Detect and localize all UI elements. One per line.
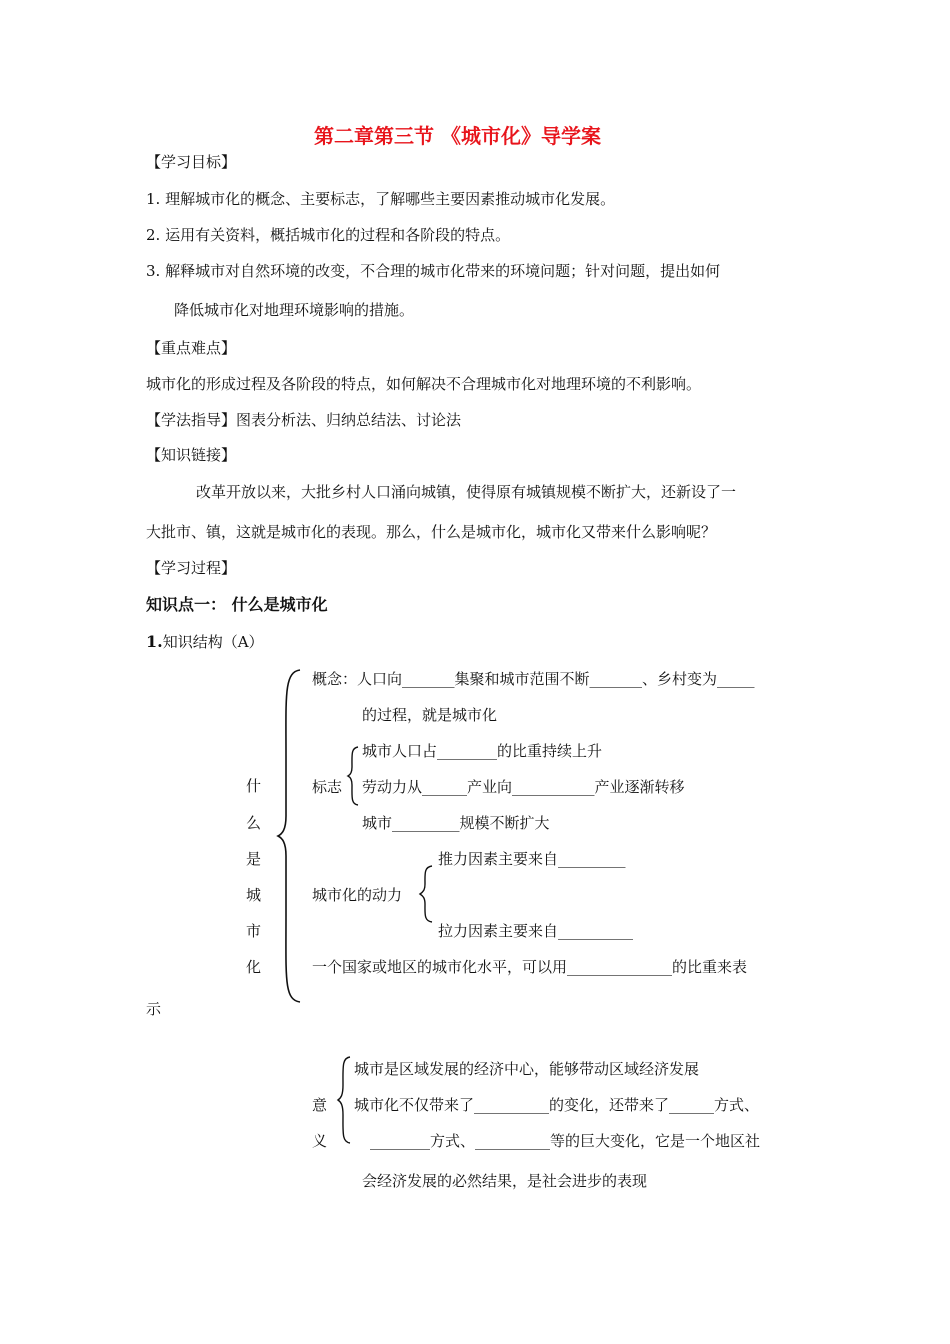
goal-item-2: 2. 运用有关资料，概括城市化的过程和各阶段的特点。 [146, 226, 511, 244]
sign-item-2: 劳动力从______产业向___________产业逐渐转移 [362, 778, 685, 796]
push-factor: 推力因素主要来自_________ [438, 850, 626, 868]
big-brace [276, 666, 306, 1006]
structure-label: 知识结构（A） [162, 633, 264, 651]
meaning-line-2: 城市化不仅带来了__________的变化，还带来了______方式、 [354, 1096, 760, 1114]
method-line: 【学法指导】图表分析法、归纳总结法、讨论法 [146, 411, 462, 429]
structure-number: 1. [146, 632, 163, 651]
meaning-line-4: 会经济发展的必然结果，是社会进步的表现 [362, 1172, 648, 1190]
sign-label: 标志 [312, 778, 343, 796]
page-title: 第二章第三节 《城市化》导学案 [314, 124, 601, 148]
goal-item-1: 1. 理解城市化的概念、主要标志，了解哪些主要因素推动城市化发展。 [146, 190, 616, 208]
link-heading: 【知识链接】 [146, 446, 237, 464]
meaning-char: 义 [312, 1132, 328, 1150]
level-line: 一个国家或地区的城市化水平，可以用______________的比重来表 [312, 958, 748, 976]
link-line-2: 大批市、镇，这就是城市化的表现。那么，什么是城市化，城市化又带来什么影响呢？ [146, 523, 717, 541]
goal-item-3-cont: 降低城市化对地理环境影响的措施。 [174, 301, 415, 319]
level-line-cont: 示 [146, 1000, 162, 1018]
structure-heading [146, 632, 264, 652]
sign-item-3: 城市_________规模不断扩大 [362, 814, 550, 832]
goal-item-3: 3. 解释城市对自然环境的改变，不合理的城市化带来的环境问题；针对问题，提出如何 [146, 262, 721, 280]
side-char: 市 [246, 922, 262, 940]
meaning-line-1: 城市是区域发展的经济中心，能够带动区域经济发展 [354, 1060, 700, 1078]
key-text: 城市化的形成过程及各阶段的特点，如何解决不合理城市化对地理环境的不利影响。 [146, 375, 702, 393]
side-char: 城 [246, 886, 262, 904]
pull-factor: 拉力因素主要来自__________ [438, 922, 634, 940]
concept-line-1: 概念：人口向_______集聚和城市范围不断_______、乡村变为_____ [312, 670, 755, 688]
sign-item-1: 城市人口占________的比重持续上升 [362, 742, 603, 760]
side-char: 什 [246, 777, 262, 795]
goals-heading: 【学习目标】 [146, 153, 237, 171]
concept-line-2: 的过程，就是城市化 [362, 706, 498, 724]
meaning-line-3: ________方式、__________等的巨大变化，它是一个地区社 [370, 1132, 761, 1150]
side-char: 是 [246, 850, 262, 868]
key-heading: 【重点难点】 [146, 339, 237, 357]
side-char: 化 [246, 958, 262, 976]
link-line-1: 改革开放以来，大批乡村人口涌向城镇，使得原有城镇规模不断扩大，还新设了一 [196, 483, 737, 501]
process-heading: 【学习过程】 [146, 559, 237, 577]
meaning-brace [336, 1055, 352, 1145]
power-brace [418, 864, 434, 924]
power-label: 城市化的动力 [312, 886, 403, 904]
meaning-char: 意 [312, 1096, 328, 1114]
side-char: 么 [246, 814, 262, 832]
knowledge-point-1: 知识点一： 什么是城市化 [146, 595, 328, 614]
sign-brace [346, 745, 360, 807]
